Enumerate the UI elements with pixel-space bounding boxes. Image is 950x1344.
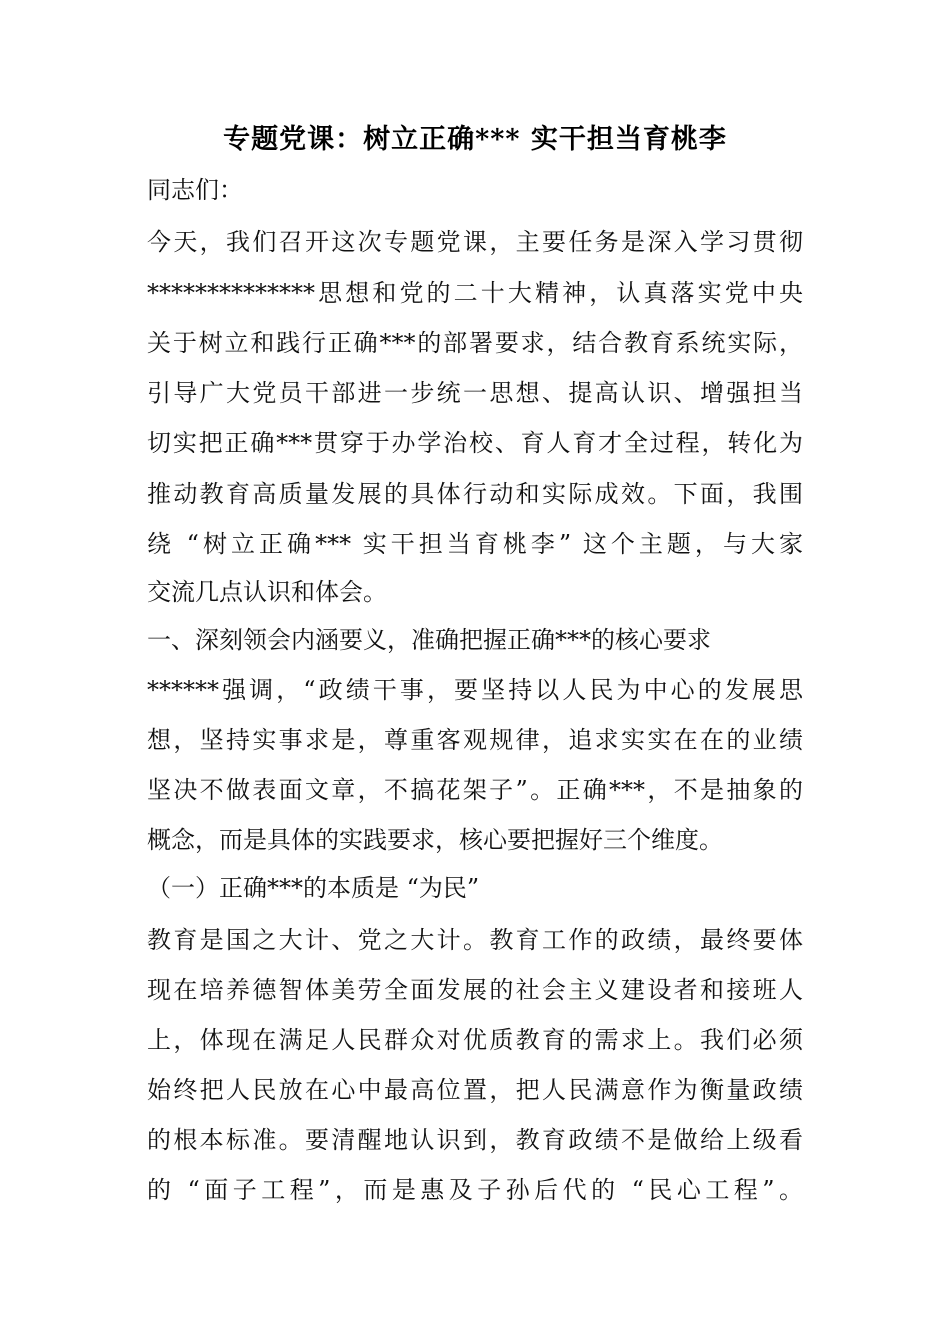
paragraph-line: 绕 “树立正确*** 实干担当育桃李” 这个主题，与大家 [147,530,803,558]
paragraph-line: 概念，而是具体的实践要求，核心要把握好三个维度。 [147,826,723,854]
paragraph-line: 推动教育高质量发展的具体行动和实际成效。下面，我围 [147,480,803,508]
paragraph-line: 上，体现在满足人民群众对优质教育的需求上。我们必须 [147,1026,803,1054]
paragraph-line: ******强调，“政绩干事，要坚持以人民为中心的发展思 [147,676,803,704]
document-title: 专题党课：树立正确*** 实干担当育桃李 [223,124,727,155]
paragraph-line: **************思想和党的二十大精神，认真落实党中央 [147,279,803,307]
paragraph-line: 关于树立和践行正确***的部署要求，结合教育系统实际， [147,329,803,357]
paragraph-line: 现在培养德智体美劳全面发展的社会主义建设者和接班人 [147,976,803,1004]
paragraph-line: 坚决不做表面文章，不搞花架子”。正确***，不是抽象的 [147,776,803,804]
section-heading: 一、深刻领会内涵要义，准确把握正确***的核心要求 [147,626,711,654]
paragraph-line: 的 “面子工程”，而是惠及子孙后代的 “民心工程”。 [147,1176,803,1204]
paragraph-line: 的根本标准。要清醒地认识到，教育政绩不是做给上级看 [147,1126,803,1154]
paragraph-line: 切实把正确***贯穿于办学治校、育人育才全过程，转化为 [147,429,803,457]
paragraph-line: 引导广大党员干部进一步统一思想、提高认识、增强担当 [147,379,803,407]
paragraph-line: 想，坚持实事求是，尊重客观规律，追求实实在在的业绩 [147,726,803,754]
paragraph-line: 教育是国之大计、党之大计。教育工作的政绩，最终要体 [147,926,803,954]
salutation-line: 同志们： [147,176,243,204]
paragraph-line: 今天，我们召开这次专题党课，主要任务是深入学习贯彻 [147,228,803,256]
subsection-heading: （一）正确***的本质是 “为民” [147,874,480,902]
paragraph-line: 交流几点认识和体会。 [147,578,387,606]
paragraph-line: 始终把人民放在心中最高位置，把人民满意作为衡量政绩 [147,1076,803,1104]
